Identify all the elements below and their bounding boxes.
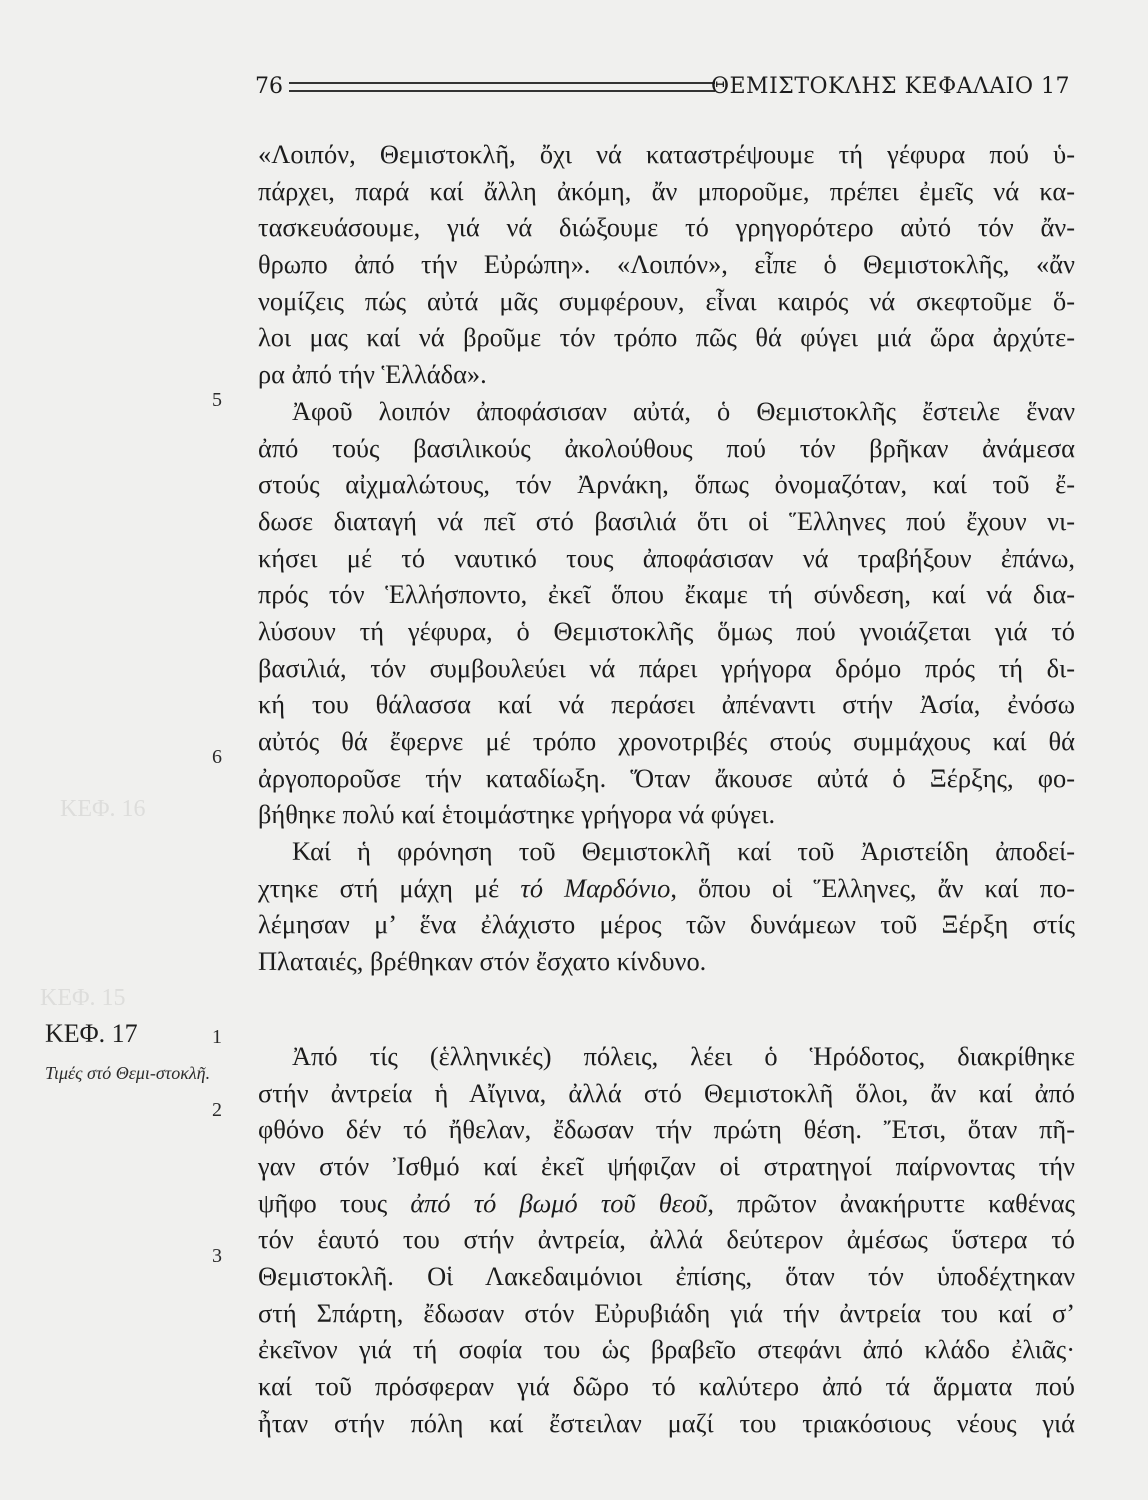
text-line: πρός τόν Ἑλλήσποντο, ἐκεῖ ὅπου ἔκαμε τή σύνδεση, καί νά δια- (258, 579, 1075, 610)
paragraph (258, 136, 1075, 393)
margin-line-number: 1 (212, 1026, 222, 1048)
italic-run: τό Μαρδόνιο (520, 872, 671, 903)
text-line (258, 870, 1075, 907)
text-line: τασκευάσουμε, γιά νά διώξουμε τό γρηγορότερο αὐτό τόν ἄν- (258, 212, 1075, 243)
text-line: κή του θάλασσα καί νά περάσει ἀπέναντι στήν Ἀσία, ἐνόσω (258, 689, 1075, 720)
margin-line-number: 6 (212, 746, 222, 768)
text-line: ἦταν στήν πόλη καί ἔστειλαν μαζί του τριακόσιους νέους γιά (258, 1407, 1075, 1438)
text-run: χτηκε στή μάχη μέ (258, 872, 521, 903)
margin-line-number: 2 (212, 1099, 222, 1121)
text-run: , ὅπου οἱ Ἕλληνες, ἄν καί πο- (670, 872, 1075, 903)
text-line: Ἀφοῦ λοιπόν ἀποφάσισαν αὐτά, ὁ Θεμιστοκλῆς ἔστειλε ἕναν (292, 395, 1075, 426)
text-line: τόν ἑαυτό του στήν ἀντρεία, ἀλλά δεύτερον ἀμέσως ὕστερα τό (258, 1224, 1075, 1255)
text-line: νομίζεις πώς αὐτά μᾶς συμφέρουν, εἶναι καιρός νά σκεφτοῦμε ὅ- (258, 285, 1075, 316)
italic-run: ἀπό τό βωμό τοῦ θεοῦ (410, 1187, 708, 1218)
text-line: Καί ἡ φρόνηση τοῦ Θεμιστοκλῆ καί τοῦ Ἀριστείδη ἀποδεί- (292, 836, 1075, 867)
text-line: λύσουν τή γέφυρα, ὁ Θεμιστοκλῆς ὅμως πού γνοιάζεται γιά τό (258, 615, 1075, 646)
text-line: Πλαταιές, βρέθηκαν στόν ἔσχατο κίνδυνο. (258, 946, 707, 977)
text-line: βήθηκε πολύ καί ἑτοιμάστηκε γρήγορα νά φύγει. (258, 799, 776, 830)
text-line (258, 1185, 1075, 1222)
text-run: ψῆφο τους (258, 1187, 411, 1218)
text-line: φθόνο δέν τό ἤθελαν, ἔδωσαν τήν πρώτη θέση. Ἔτσι, ὅταν πῆ- (258, 1114, 1075, 1145)
show-through-heading: ΚΕΦ. 16 (60, 796, 146, 822)
text-line: γαν στόν Ἰσθμό καί ἐκεῖ ψήφιζαν οἱ στρατηγοί παίρνοντας τήν (258, 1150, 1075, 1181)
text-line: θρωπο ἀπό τήν Εὐρώπη». «Λοιπόν», εἶπε ὁ Θεμιστοκλῆς, «ἄν (258, 249, 1075, 280)
section-gap (258, 980, 1075, 1038)
text-run: , πρῶτον ἀνακήρυττε καθένας (707, 1187, 1076, 1218)
body-text (258, 136, 1075, 1441)
text-line: στήν ἀντρεία ἡ Αἴγινα, ἀλλά στό Θεμιστοκλῆ ὅλοι, ἄν καί ἀπό (258, 1077, 1075, 1108)
text-line: πάρχει, παρά καί ἄλλη ἀκόμη, ἄν μποροῦμε, πρέπει ἐμεῖς νά κα- (258, 175, 1075, 206)
text-line: στούς αἰχμαλώτους, τόν Ἀρνάκη, ὅπως ὀνομαζόταν, καί τοῦ ἔ- (258, 469, 1075, 500)
paragraph (258, 1038, 1075, 1442)
text-line: «Λοιπόν, Θεμιστοκλῆ, ὄχι νά καταστρέψουμε τή γέφυρα πού ὑ- (258, 139, 1075, 169)
running-header (255, 70, 1070, 104)
text-line: Θεμιστοκλῆ. Οἱ Λακεδαιμόνιοι ἐπίσης, ὅταν τόν ὑποδέχτηκαν (258, 1260, 1075, 1291)
margin-line-number: 3 (212, 1245, 222, 1267)
text-line: ἐκεῖνον γιά τή σοφία του ὡς βραβεῖο στεφάνι ἀπό κλάδο ἐλιᾶς· (258, 1334, 1075, 1365)
margin-line-number: 5 (212, 389, 222, 411)
text-line: καί τοῦ πρόσφεραν γιά δῶρο τό καλύτερο ἀπό τά ἅρματα πού (258, 1371, 1075, 1401)
text-line: δωσε διαταγή νά πεῖ στό βασιλιά ὅτι οἱ Ἕλληνες πού ἔχουν νι- (258, 505, 1075, 536)
page-number: 76 (255, 74, 283, 99)
text-line: βασιλιά, τόν συμβουλεύει νά πάρει γρήγορα δρόμο πρός τή δι- (258, 652, 1075, 683)
text-line: ἀπό τούς βασιλικούς ἀκολούθους πού τόν βρῆκαν ἀνάμεσα (258, 432, 1075, 463)
paragraph (258, 393, 1075, 833)
paragraph (258, 833, 1075, 980)
text-line: στή Σπάρτη, ἔδωσαν στόν Εὐρυβιάδη γιά τήν ἀντρεία του καί σ’ (258, 1297, 1075, 1328)
text-line: ρα ἀπό τήν Ἑλλάδα». (258, 359, 487, 390)
text-line: λοι μας καί νά βροῦμε τόν τρόπο πῶς θά φύγει μιά ὥρα ἀρχύτε- (258, 322, 1075, 353)
text-line: ἀργοποροῦσε τήν καταδίωξη. Ὅταν ἄκουσε αὐτά ὁ Ξέρξης, φο- (258, 762, 1075, 793)
chapter-heading: ΚΕΦ. 17 (45, 1019, 138, 1048)
text-line: λέμησαν μ’ ἕνα ἐλάχιστο μέρος τῶν δυνάμεων τοῦ Ξέρξη στίς (258, 909, 1075, 940)
text-line: Ἀπό τίς (ἑλληνικές) πόλεις, λέει ὁ Ἡρόδοτος, διακρίθηκε (292, 1040, 1075, 1071)
text-line: αὐτός θά ἔφερνε μέ τρόπο χρονοτριβές στούς συμμάχους καί θά (258, 726, 1075, 756)
show-through-heading-2: ΚΕΦ. 15 (40, 985, 126, 1011)
text-line: κήσει μέ τό ναυτικό τους ἀποφάσισαν νά τραβήξουν ἐπάνω, (258, 542, 1075, 573)
chapter-note: Τιμές στό Θεμι-στοκλῆ. (45, 1063, 211, 1083)
header-double-rule (289, 82, 715, 92)
running-title: ΘΕΜΙΣΤΟΚΛΗΣ ΚΕΦΑΛΑΙΟ 17 (710, 74, 1070, 99)
